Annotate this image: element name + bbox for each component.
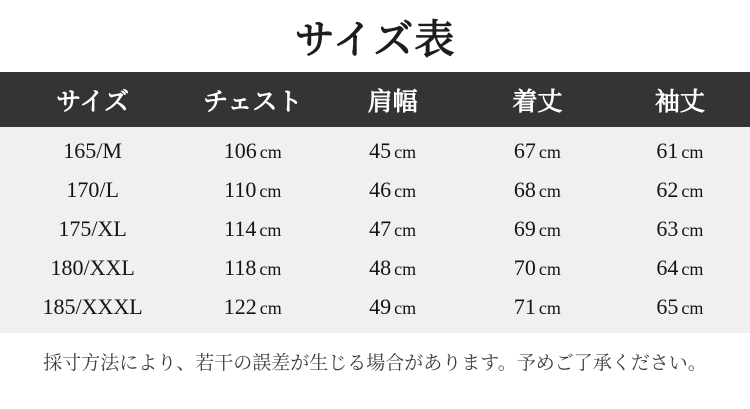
unit-label: cm	[538, 220, 561, 240]
measurement-number: 71	[513, 294, 536, 320]
unit-label: cm	[259, 180, 282, 201]
measurement-number: 61	[656, 137, 679, 163]
measurement-number: 110	[224, 176, 257, 202]
sleeve-length-cell	[610, 216, 750, 242]
measurement-number: 48	[369, 255, 392, 281]
measurement-number: 45	[369, 137, 392, 163]
size-cell: 170/L	[66, 176, 119, 202]
measurement-number: 106	[223, 137, 257, 163]
shoulder-width-cell	[320, 177, 465, 203]
table-row	[0, 131, 750, 170]
measurement-number: 46	[369, 176, 392, 202]
unit-label: cm	[259, 220, 282, 240]
table-row	[0, 170, 750, 209]
unit-label: cm	[681, 259, 704, 280]
sleeve-length-cell	[610, 294, 750, 320]
chest-cell	[185, 255, 320, 281]
column-header-chest: チェスト	[203, 87, 303, 116]
column-header-shoulder-width: 肩幅	[367, 87, 418, 116]
size-cell: 165/M	[63, 137, 122, 163]
table-row	[0, 209, 750, 248]
unit-label: cm	[681, 141, 704, 162]
table-row	[0, 249, 750, 288]
sleeve-length-cell	[610, 177, 750, 203]
unit-label: cm	[681, 298, 704, 319]
page-title: サイズ表	[294, 17, 456, 62]
size-cell: 180/XXL	[50, 255, 135, 281]
shoulder-width-cell	[320, 255, 465, 281]
length-cell	[465, 138, 610, 164]
shoulder-width-cell	[320, 294, 465, 320]
column-header-sleeve-length: 袖丈	[654, 87, 705, 116]
table-header-row	[0, 72, 750, 127]
unit-label: cm	[259, 259, 282, 280]
title-area	[0, 0, 750, 72]
table-row	[0, 288, 750, 327]
measurement-number: 118	[224, 255, 257, 281]
measurement-number: 122	[223, 294, 257, 320]
unit-label: cm	[394, 298, 417, 319]
column-header-size: サイズ	[56, 87, 130, 116]
measurement-number: 64	[656, 255, 679, 281]
table-body	[0, 127, 750, 333]
length-cell	[465, 255, 610, 281]
shoulder-width-cell	[320, 138, 465, 164]
unit-label: cm	[394, 259, 417, 280]
length-cell	[465, 216, 610, 242]
measurement-number: 69	[513, 216, 536, 241]
measurement-number: 47	[369, 216, 392, 241]
unit-label: cm	[538, 298, 561, 319]
chest-cell	[185, 216, 320, 242]
footer-area	[0, 333, 750, 409]
unit-label: cm	[538, 141, 561, 162]
measurement-number: 114	[224, 216, 257, 241]
unit-label: cm	[538, 180, 561, 201]
measurement-number: 70	[513, 255, 536, 281]
unit-label: cm	[394, 220, 417, 240]
measurement-number: 49	[369, 294, 392, 320]
unit-label: cm	[259, 141, 282, 162]
unit-label: cm	[259, 298, 282, 319]
measurement-number: 62	[656, 176, 679, 202]
size-cell: 185/XXXL	[42, 294, 143, 320]
length-cell	[465, 177, 610, 203]
column-header-length: 着丈	[512, 87, 563, 116]
measurement-number: 68	[513, 176, 536, 202]
measurement-number: 67	[513, 137, 536, 163]
measurement-number: 65	[656, 294, 679, 320]
shoulder-width-cell	[320, 216, 465, 242]
sleeve-length-cell	[610, 138, 750, 164]
measurement-number: 63	[656, 216, 679, 241]
disclaimer-note: 採寸方法により、若干の誤差が生じる場合があります。予めご了承ください。	[43, 353, 707, 374]
unit-label: cm	[681, 180, 704, 201]
chest-cell	[185, 138, 320, 164]
unit-label: cm	[394, 180, 417, 201]
sleeve-length-cell	[610, 255, 750, 281]
unit-label: cm	[681, 220, 704, 240]
length-cell	[465, 294, 610, 320]
size-cell: 175/XL	[58, 216, 127, 241]
chest-cell	[185, 177, 320, 203]
chest-cell	[185, 294, 320, 320]
unit-label: cm	[538, 259, 561, 280]
unit-label: cm	[394, 141, 417, 162]
